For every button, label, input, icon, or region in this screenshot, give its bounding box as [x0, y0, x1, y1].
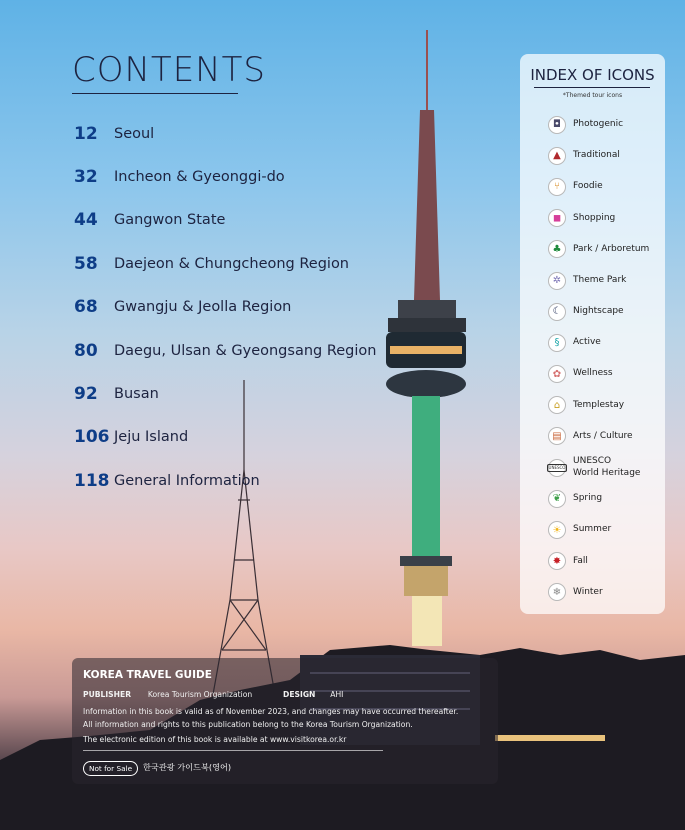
legend-item [548, 483, 649, 514]
toc-item[interactable] [74, 199, 376, 242]
toc-page-number: 12 [74, 123, 98, 144]
legend-item [548, 327, 649, 358]
legend-item [548, 452, 649, 483]
toc-item[interactable] [74, 242, 376, 285]
icon-legend-list [548, 109, 649, 608]
legend-item [548, 265, 649, 296]
n-seoul-tower [386, 30, 466, 646]
toc-page-number: 92 [74, 384, 98, 405]
toc-page-number: 106 [74, 427, 110, 448]
toc-item[interactable] [74, 286, 376, 329]
not-for-sale-badge: Not for Sale [83, 761, 138, 776]
toc-item[interactable] [74, 329, 376, 372]
table-of-contents [74, 112, 376, 503]
toc-section-label: Daegu, Ulsan & Gyeongsang Region [114, 342, 377, 359]
legend-label: Shopping [573, 212, 616, 223]
info-divider [83, 750, 383, 751]
temple-icon: ⌂ [548, 396, 566, 414]
title-underline [72, 93, 238, 94]
legend-label: Wellness [573, 368, 613, 379]
toc-item[interactable] [74, 416, 376, 459]
hat-icon: ▲ [548, 147, 566, 165]
leaf-icon: ❦ [548, 490, 566, 508]
toc-item[interactable] [74, 155, 376, 198]
contents-title: CONTENTS [72, 50, 266, 90]
legend-label: Foodie [573, 181, 603, 192]
legend-label: Arts / Culture [573, 430, 633, 441]
toc-section-label: Gangwon State [114, 212, 226, 229]
maple-leaf-icon: ✸ [548, 552, 566, 570]
legend-label: Traditional [573, 150, 620, 161]
legend-label: Photogenic [573, 118, 624, 129]
legend-item [548, 109, 649, 140]
legend-item [548, 140, 649, 171]
utensils-icon: ⑂ [548, 178, 566, 196]
legend-item [548, 296, 649, 327]
toc-item[interactable] [74, 459, 376, 502]
toc-section-label: Incheon & Gyeonggi-do [114, 169, 285, 186]
legend-label: Park / Arboretum [573, 243, 650, 254]
snowflake-icon: ❄ [548, 583, 566, 601]
legend-item [548, 171, 649, 202]
legend-label: Theme Park [573, 274, 627, 285]
legend-label: Nightscape [573, 306, 624, 317]
index-title-underline [534, 87, 650, 88]
toc-section-label: Busan [114, 386, 159, 403]
publication-info-box [72, 658, 498, 784]
toc-section-label: Jeju Island [114, 429, 189, 446]
legend-label: Summer [573, 524, 612, 535]
camera-icon: ◘ [548, 116, 566, 134]
legend-label-line: World Heritage [573, 467, 641, 478]
legend-item [548, 421, 649, 452]
legend-item [548, 546, 649, 577]
korean-title: 한국관광 가이드북(영어) [143, 762, 232, 772]
runner-icon: § [548, 334, 566, 352]
design-label: DESIGN [283, 690, 316, 699]
rights-notice: All information and rights to this publication belong to the Korea Tourism Organization. [83, 720, 413, 729]
toc-item[interactable] [74, 112, 376, 155]
legend-label: Fall [573, 555, 588, 566]
electronic-edition-notice: The electronic edition of this book is available at www.visitkorea.or.kr [83, 735, 347, 744]
toc-section-label: General Information [114, 472, 260, 489]
legend-item [548, 234, 649, 265]
unesco-icon [548, 459, 566, 477]
design-value: AHI [330, 690, 344, 699]
toc-item[interactable] [74, 372, 376, 415]
legend-item [548, 577, 649, 608]
toc-page-number: 44 [74, 210, 98, 231]
legend-item [548, 390, 649, 421]
legend-label-line: UNESCO [573, 456, 612, 467]
toc-page-number: 58 [74, 253, 98, 274]
legend-item [548, 514, 649, 545]
toc-page-number: 32 [74, 167, 98, 188]
toc-page-number: 118 [74, 470, 110, 491]
validity-notice: Information in this book is valid as of November 2023, and changes may have occurred thereafter. [83, 707, 459, 716]
legend-label: Templestay [573, 399, 625, 410]
toc-section-label: Seoul [114, 125, 155, 142]
unesco-mark: UNESCO [548, 464, 566, 470]
ferris-wheel-icon: ✲ [548, 272, 566, 290]
lotus-icon: ✿ [548, 365, 566, 383]
legend-item [548, 359, 649, 390]
toc-section-label: Gwangju & Jeolla Region [114, 299, 292, 316]
index-title: INDEX OF ICONS [530, 66, 655, 84]
legend-item [548, 203, 649, 234]
palette-icon: ▤ [548, 427, 566, 445]
bag-icon: ◼ [548, 209, 566, 227]
tree-icon: ♣ [548, 240, 566, 258]
legend-label: Winter [573, 586, 603, 597]
legend-label: Active [573, 337, 601, 348]
publisher-label: PUBLISHER [83, 690, 132, 699]
publisher-value: Korea Tourism Organization [147, 690, 253, 699]
legend-label: Spring [573, 493, 603, 504]
toc-page-number: 68 [74, 297, 98, 318]
toc-section-label: Daejeon & Chungcheong Region [114, 255, 350, 272]
guide-title: KOREA TRAVEL GUIDE [83, 669, 212, 681]
toc-page-number: 80 [74, 340, 98, 361]
index-note: *Themed tour icons [562, 92, 623, 99]
legend-label [573, 456, 640, 479]
moon-icon: ☾ [548, 303, 566, 321]
credits-line [83, 690, 343, 699]
index-of-icons-panel [520, 54, 665, 614]
sun-icon: ☀ [548, 521, 566, 539]
